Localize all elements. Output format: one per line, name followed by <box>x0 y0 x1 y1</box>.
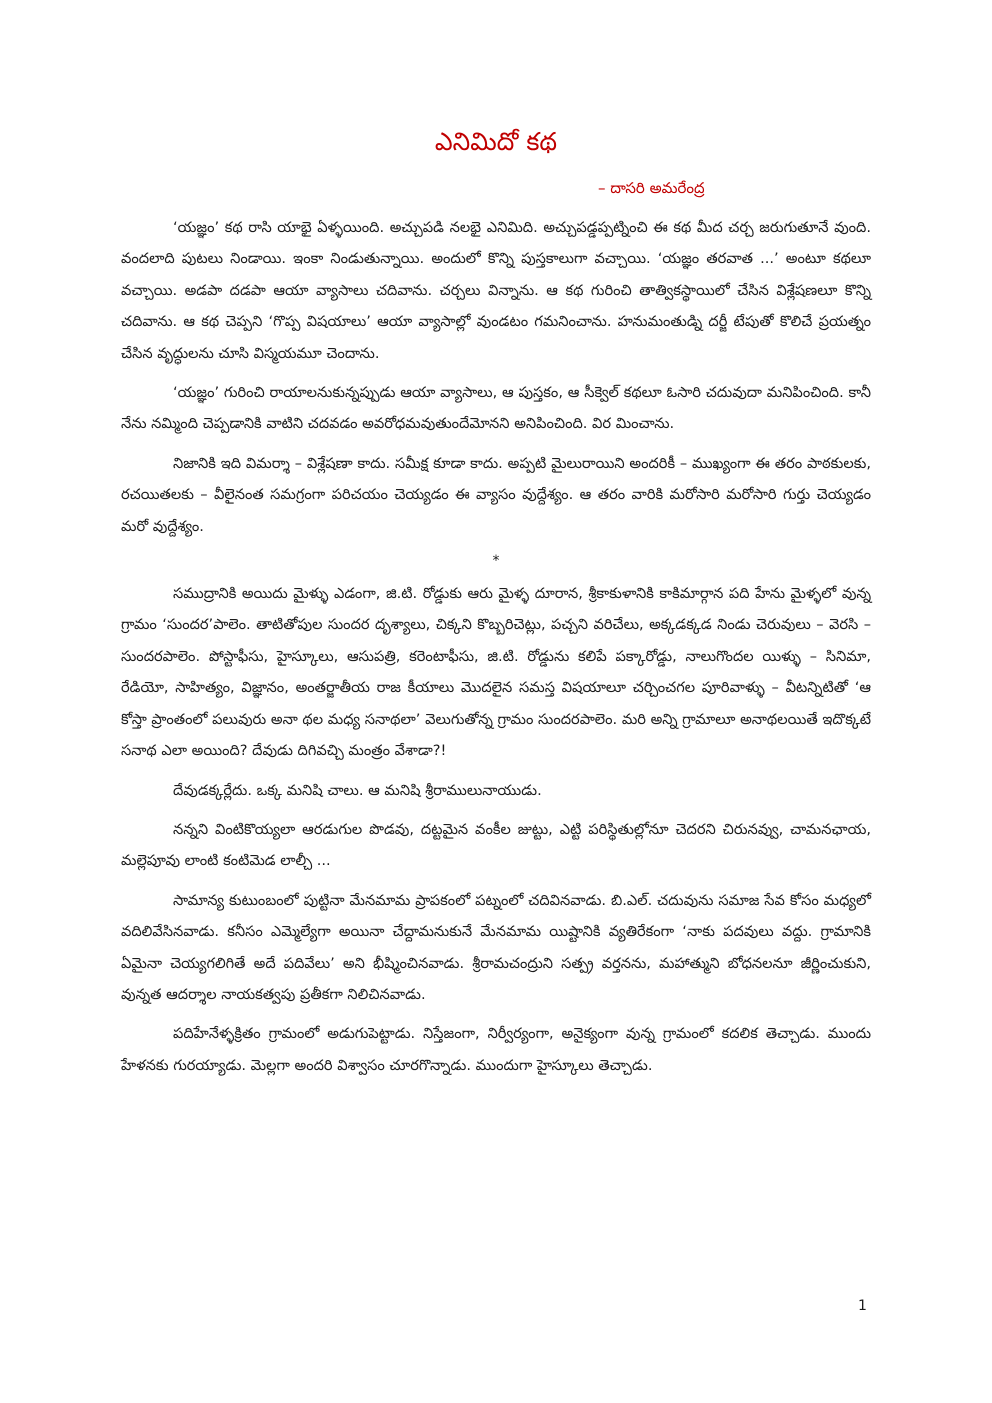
paragraph-4: సముద్రానికి అయిదు మైళ్ళు ఎడంగా, జి.టి. రోడ్డుకు ఆరు మైళ్ళ దూరాన, శ్రీకాకుళానికి కాకిమార్గాన పది హేను మైళ్ళలో వున్న గ్రామం ‘సుందర’పాలెం. తాటితోపుల సుందర దృశ్యాలు, చిక్కని కొబ్బరిచెట్లు, పచ్చని వరిచేలు, అక్కడక్కడ నిండు చెరువులు – వెరసి – సుందరపాలెం. పోస్టాఫీసు, హైస్కూలు, ఆసుపత్రి, కరెంటాఫీసు, జి.టి. రోడ్డును కలిపే పక్కారోడ్డు, నాలుగొందల యిళ్ళు – సినిమా, రేడియో, సాహిత్యం, విజ్ఞానం, అంతర్జాతీయ రాజ కీయాలు మొదలైన సమస్త విషయాలూ చర్చించగల పూరివాళ్ళు – వీటన్నిటితో ‘ఆ కోస్తా ప్రాంతంలో పలువురు అనా థల మధ్య సనాథలా’ వెలుగుతోన్న గ్రామం సుందరపాలెం. మరి అన్ని గ్రామాలూ అనాథలయితే ఇదొక్కటే సనాథ ఎలా అయింది? దేవుడు దిగివచ్చి మంత్రం వేశాడా?! <box>121 585 871 760</box>
paragraph-5: దేవుడక్కర్లేదు. ఒక్క మనిషి చాలు. ఆ మనిషి శ్రీరాములునాయుడు. <box>173 781 542 799</box>
paragraph-8: పదిహేనేళ్ళక్రితం గ్రామంలో అడుగుపెట్టాడు. నిస్తేజంగా, నిర్వీర్యంగా, అనైక్యంగా వున్న గ్రామంలో కదలిక తెచ్చాడు. ముందు హేళనకు గురయ్యాడు. మెల్లగా అందరి విశ్వాసం చూరగొన్నాడు. ముందుగా హైస్కూలు తెచ్చాడు. <box>121 1025 871 1074</box>
author-name: – దాసరి అమరేంద్ర <box>598 179 705 197</box>
paragraph-7: సామాన్య కుటుంబంలో పుట్టినా మేనమామ ప్రాపకంలో పట్నంలో చదివినవాడు. బి.ఎల్. చదువును సమాజ సేవ కోసం మధ్యలో వదిలివేసినవాడు. కనీసం ఎమ్మెల్యేగా అయినా చేద్దామనుకునే మేనమామ యిష్టానికి వ్యతిరేకంగా ‘నాకు పదవులు వద్దు. గ్రామానికి ఏమైనా చెయ్యగలిగితే అదే పదివేలు’ అని భీష్మించినవాడు. శ్రీరామచంద్రుని సత్ప్ర వర్తనను, మహాత్ముని బోధనలనూ జీర్ణించుకుని, వున్నత ఆదర్శాల నాయకత్వపు ప్రతీకగా నిలిచినవాడు. <box>121 891 871 1003</box>
paragraph-2: ‘యజ్ఞం’ గురించి రాయాలనుకున్నప్పుడు ఆయా వ్యాసాలు, ఆ పుస్తకం, ఆ సీక్వెల్ కథలూ ఓసారి చదువుదా మనిపించింది. కానీ నేను నమ్మింది చెప్పడానికి వాటిని చదవడం అవరోధమవుతుందేమోనని అనిపించింది. విర మించాను. <box>121 384 871 433</box>
paragraph-1: ‘యజ్ఞం’ కథ రాసి యాభై ఏళ్ళయింది. అచ్చుపడి నలభై ఎనిమిది. అచ్చుపడ్డప్పట్నించి ఈ కథ మీద చర్చ జరుగుతూనే వుంది. వందలాది పుటలు నిండాయి. ఇంకా నిండుతున్నాయి. అందులో కొన్ని పుస్తకాలుగా వచ్చాయి. ‘యజ్ఞం తరవాత ...’ అంటూ కథలూ వచ్చాయి. అడపా దడపా ఆయా వ్యాసాలు చదివాను. చర్చలు విన్నాను. ఆ కథ గురించి తాత్వికస్థాయిలో చేసిన విశ్లేషణలూ కొన్ని చదివాను. ఆ కథ చెప్పని ‘గొప్ప విషయాలు’ ఆయా వ్యాసాల్లో వుండటం గమనించాను. హనుమంతుడ్ని దర్జీ టేపుతో కొలిచే ప్రయత్నం చేసిన వృద్ధులను చూసి విస్మయమూ చెందాను. <box>121 219 871 362</box>
page-number: 1 <box>858 1298 867 1314</box>
paragraph-6: నన్నని వింటికొయ్యలా ఆరడుగుల పొడవు, దట్టమైన వంకీల జుట్టు, ఎట్టి పరిస్థితుల్లోనూ చెదరని చిరునవ్వు, చామనఛాయ, మల్లెపూవు లాంటి కంటిమెడ లాల్చీ ... <box>121 820 871 870</box>
section-separator: * <box>492 553 500 570</box>
article-body <box>121 212 871 1089</box>
paragraph-3: నిజానికి ఇది విమర్శా – విశ్లేషణా కాదు. సమీక్ష కూడా కాదు. అప్పటి మైలురాయిని అందరికీ – ముఖ్యంగా ఈ తరం పాఠకులకు, రచయితలకు – వీలైనంత సమగ్రంగా పరిచయం చెయ్యడం ఈ వ్యాసం వుద్దేశ్యం. ఆ తరం వారికి మరోసారి మరోసారి గుర్తు చెయ్యడం మరో వుద్దేశ్యం. <box>121 454 871 535</box>
story-title: ఎనిమిదో కథ <box>434 127 558 156</box>
